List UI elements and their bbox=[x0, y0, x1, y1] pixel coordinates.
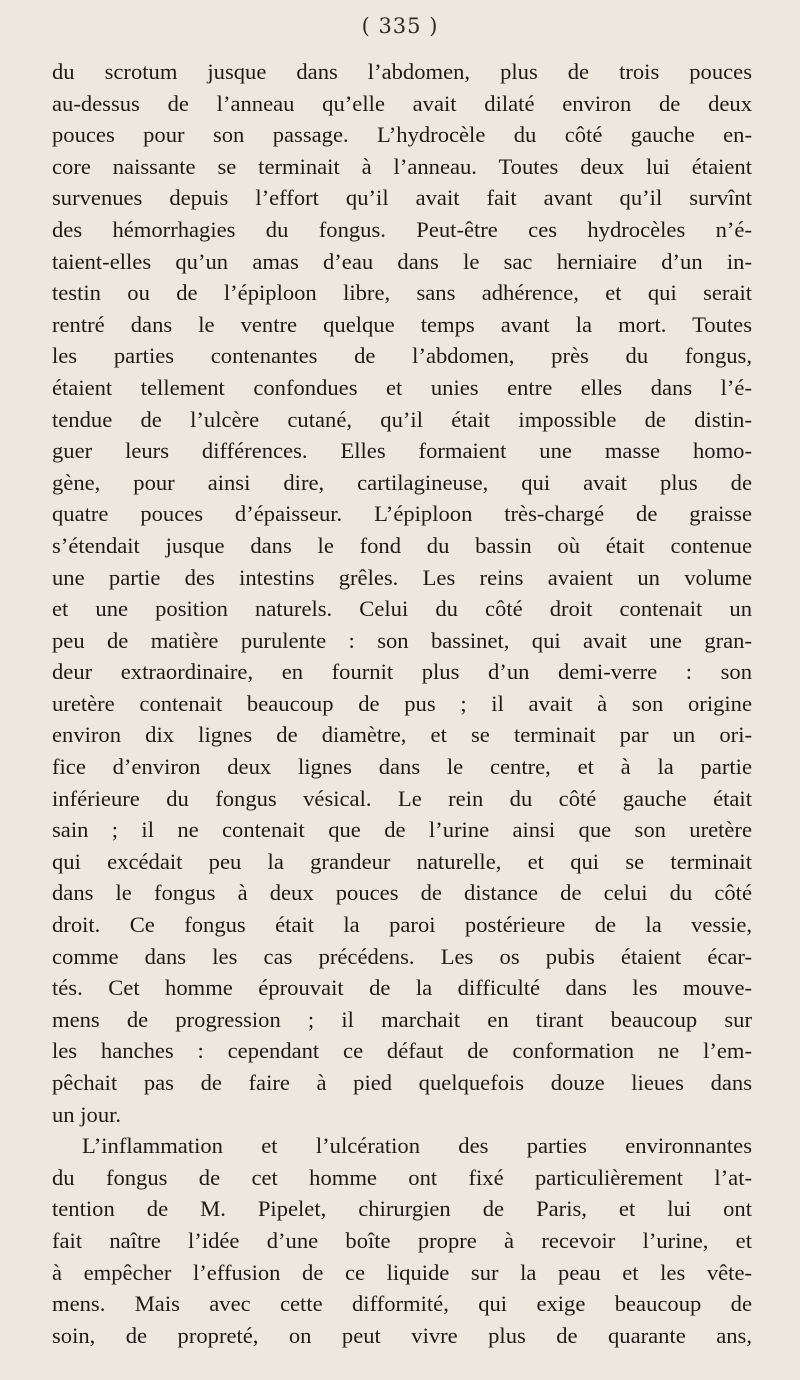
text-line: un jour. bbox=[52, 1101, 122, 1127]
text-line: pouces pour son passage. L’hydrocèle du côté gauche en- bbox=[52, 122, 752, 148]
text-line: les hanches : cependant ce défaut de conformation ne l’em- bbox=[52, 1038, 752, 1064]
text-line: core naissante se terminait à l’anneau. Toutes deux lui étaient bbox=[52, 153, 752, 179]
text-line: du fongus de cet homme ont fixé particulièrement l’at- bbox=[52, 1164, 752, 1190]
text-line: fait naître l’idée d’une boîte propre à recevoir l’urine, et bbox=[52, 1227, 752, 1253]
paragraph-start-line: L’inflammation et l’ulcération des parties environnantes bbox=[82, 1133, 752, 1159]
text-line: étaient tellement confondues et unies entre elles dans l’é- bbox=[52, 374, 752, 400]
text-line: qui excédait peu la grandeur naturelle, et qui se terminait bbox=[52, 848, 752, 874]
text-line: inférieure du fongus vésical. Le rein du côté gauche était bbox=[52, 785, 752, 811]
text-line: survenues depuis l’effort qu’il avait fait avant qu’il survînt bbox=[52, 185, 752, 211]
text-line: fice d’environ deux lignes dans le centre, et à la partie bbox=[52, 754, 752, 780]
page-number: ( 335 ) bbox=[361, 14, 439, 38]
text-line: gène, pour ainsi dire, cartilagineuse, qui avait plus de bbox=[52, 469, 752, 495]
text-line: peu de matière purulente : son bassinet, qui avait une gran- bbox=[52, 627, 752, 653]
text-line: au-dessus de l’anneau qu’elle avait dilaté environ de deux bbox=[52, 90, 752, 116]
text-line: des hémorrhagies du fongus. Peut-être ces hydrocèles n’é- bbox=[52, 216, 752, 242]
text-line: tention de M. Pipelet, chirurgien de Paris, et lui ont bbox=[52, 1196, 752, 1222]
text-line: soin, de propreté, on peut vivre plus de quarante ans, bbox=[52, 1322, 752, 1348]
text-line: droit. Ce fongus était la paroi postérieure de la vessie, bbox=[52, 912, 752, 938]
text-line: uretère contenait beaucoup de pus ; il avait à son origine bbox=[52, 690, 752, 716]
text-line: tés. Cet homme éprouvait de la difficulté dans les mouve- bbox=[52, 975, 752, 1001]
text-line: mens. Mais avec cette difformité, qui exige beaucoup de bbox=[52, 1291, 752, 1317]
text-line: du scrotum jusque dans l’abdomen, plus de trois pouces bbox=[52, 59, 752, 84]
text-line: à empêcher l’effusion de ce liquide sur la peau et les vête- bbox=[52, 1259, 752, 1285]
text-line: quatre pouces d’épaisseur. L’épiploon très-chargé de graisse bbox=[52, 501, 752, 527]
text-line: dans le fongus à deux pouces de distance de celui du côté bbox=[52, 880, 752, 906]
text-line: rentré dans le ventre quelque temps avant la mort. Toutes bbox=[52, 311, 752, 337]
text-line: environ dix lignes de diamètre, et se terminait par un ori- bbox=[52, 722, 752, 748]
text-line: tendue de l’ulcère cutané, qu’il était impossible de distin- bbox=[52, 406, 752, 432]
text-line: sain ; il ne contenait que de l’urine ainsi que son uretère bbox=[52, 817, 752, 843]
text-line: testin ou de l’épiploon libre, sans adhérence, et qui serait bbox=[52, 280, 752, 306]
text-line: et une position naturels. Celui du côté droit contenait un bbox=[52, 596, 752, 622]
text-line: taient-elles qu’un amas d’eau dans le sac herniaire d’un in- bbox=[52, 248, 752, 274]
body-text bbox=[52, 56, 752, 1351]
text-line: mens de progression ; il marchait en tirant beaucoup sur bbox=[52, 1006, 752, 1032]
text-line: s’étendait jusque dans le fond du bassin où était contenue bbox=[52, 532, 752, 558]
text-line: une partie des intestins grêles. Les reins avaient un volume bbox=[52, 564, 752, 590]
text-line: pêchait pas de faire à pied quelquefois douze lieues dans bbox=[52, 1070, 752, 1095]
text-line: guer leurs différences. Elles formaient une masse homo- bbox=[52, 438, 752, 464]
text-line: les parties contenantes de l’abdomen, près du fongus, bbox=[52, 343, 752, 369]
text-line: comme dans les cas précédens. Les os pubis étaient écar- bbox=[52, 943, 752, 969]
text-line: deur extraordinaire, en fournit plus d’un demi-verre : son bbox=[52, 659, 752, 685]
